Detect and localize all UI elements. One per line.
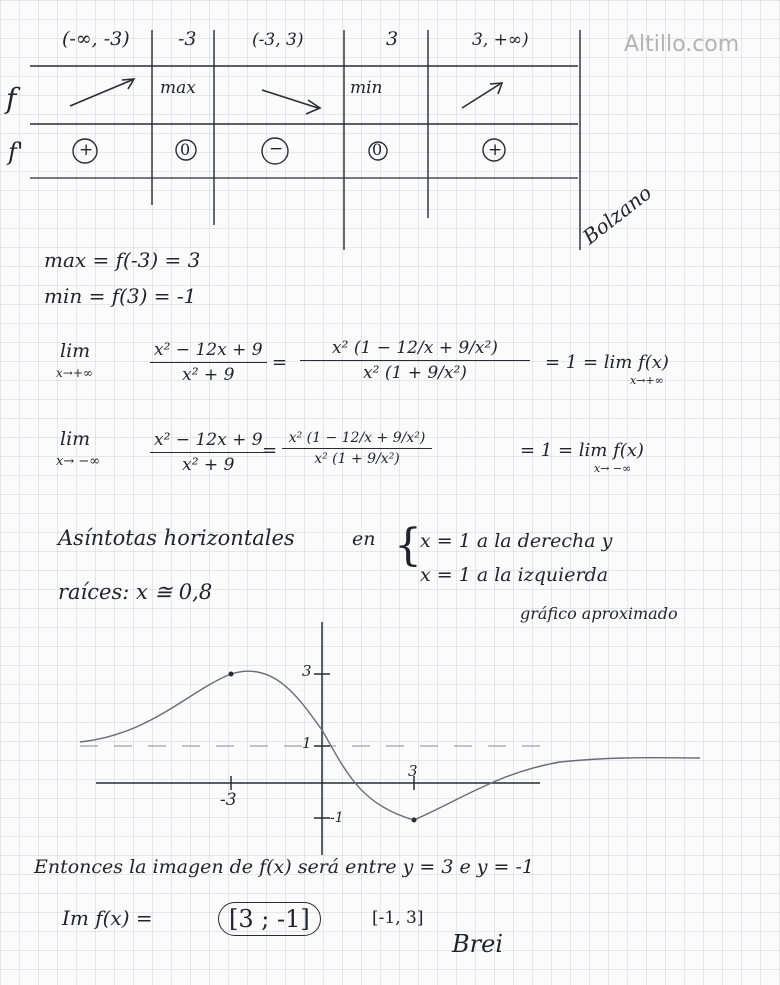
margin-note-bolzano: Bolzano (578, 180, 657, 249)
row-fp-plus-2: + (488, 140, 503, 160)
row-fp-zero-1: 0 (180, 140, 191, 159)
image-value: [3 ; -1] (218, 902, 321, 936)
row-label-fprime: f' (8, 138, 24, 166)
row-f-min: min (350, 78, 383, 98)
limit-minus-factored: $\frac{\text{x² (1 − 12/x + 9/x²)}}{\text{x² (1 + 9/x²)}}$ (282, 430, 432, 467)
asymptotes-left: x = 1 a la izquierda (420, 564, 609, 586)
limit-minus-result-sub: x→ −∞ (594, 462, 632, 475)
limit-plus-factored: $\frac{\text{x² (1 − 12/x + 9/x²)}}{\text{x² (1 + 9/x²)}}$ (300, 338, 530, 383)
graph-label-xm3: -3 (220, 790, 237, 810)
limit-plus-lim: lim (60, 340, 91, 362)
image-alt: [-1, 3] (372, 908, 424, 928)
graph-label-y1: 1 (302, 734, 312, 752)
limit-plus-fraction: $\frac{\text{x² − 12x + 9}}{\text{x² + 9}}$ (150, 340, 267, 385)
asymptotes-en: en (352, 528, 376, 550)
graph-label-ym1: -1 (330, 810, 344, 826)
interval-1: (-∞, -3) (62, 28, 130, 50)
interval-2: -3 (178, 28, 197, 50)
asymptotes-label: Asíntotas horizontales (58, 526, 295, 550)
limit-minus-result: = 1 = lim f(x) (520, 440, 644, 461)
limit-minus-lim: lim (60, 428, 91, 450)
extrema-max: max = f(-3) = 3 (44, 248, 201, 272)
watermark: Altillo.com (624, 32, 740, 57)
image-label: Im f(x) = (62, 906, 153, 930)
row-fp-zero-2: 0 (372, 140, 383, 159)
interval-5: 3, +∞) (472, 30, 529, 50)
roots: raíces: x ≅ 0,8 (58, 580, 213, 604)
extrema-min: min = f(3) = -1 (44, 284, 197, 308)
limit-plus-result-sub: x→+∞ (630, 374, 664, 387)
limit-minus-eq: = (262, 440, 278, 461)
conclusion: Entonces la imagen de f(x) será entre y = 3 e y = -1 (34, 856, 535, 878)
graph-label-y3: 3 (302, 662, 312, 680)
limit-plus-sub: x→+∞ (56, 366, 93, 380)
asymptotes-right: x = 1 a la derecha y (420, 530, 613, 552)
row-fp-minus: − (269, 139, 284, 159)
graph-caption: gráfico aproximado (520, 604, 678, 623)
limit-minus-sub: x→ −∞ (56, 454, 101, 469)
graph-label-x3: 3 (408, 762, 418, 780)
row-f-max: max (160, 78, 196, 98)
interval-4: 3 (386, 28, 399, 50)
asymptotes-brace: { (394, 520, 422, 571)
interval-3: (-3, 3) (252, 30, 304, 50)
limit-plus-result: = 1 = lim f(x) (545, 352, 669, 373)
limit-minus-fraction: $\frac{\text{x² − 12x + 9}}{\text{x² + 9}}$ (150, 430, 267, 475)
row-label-f: f (6, 82, 17, 115)
limit-plus-eq: = (272, 352, 288, 373)
signature: Brei (452, 930, 503, 958)
row-fp-plus-1: + (79, 140, 94, 160)
